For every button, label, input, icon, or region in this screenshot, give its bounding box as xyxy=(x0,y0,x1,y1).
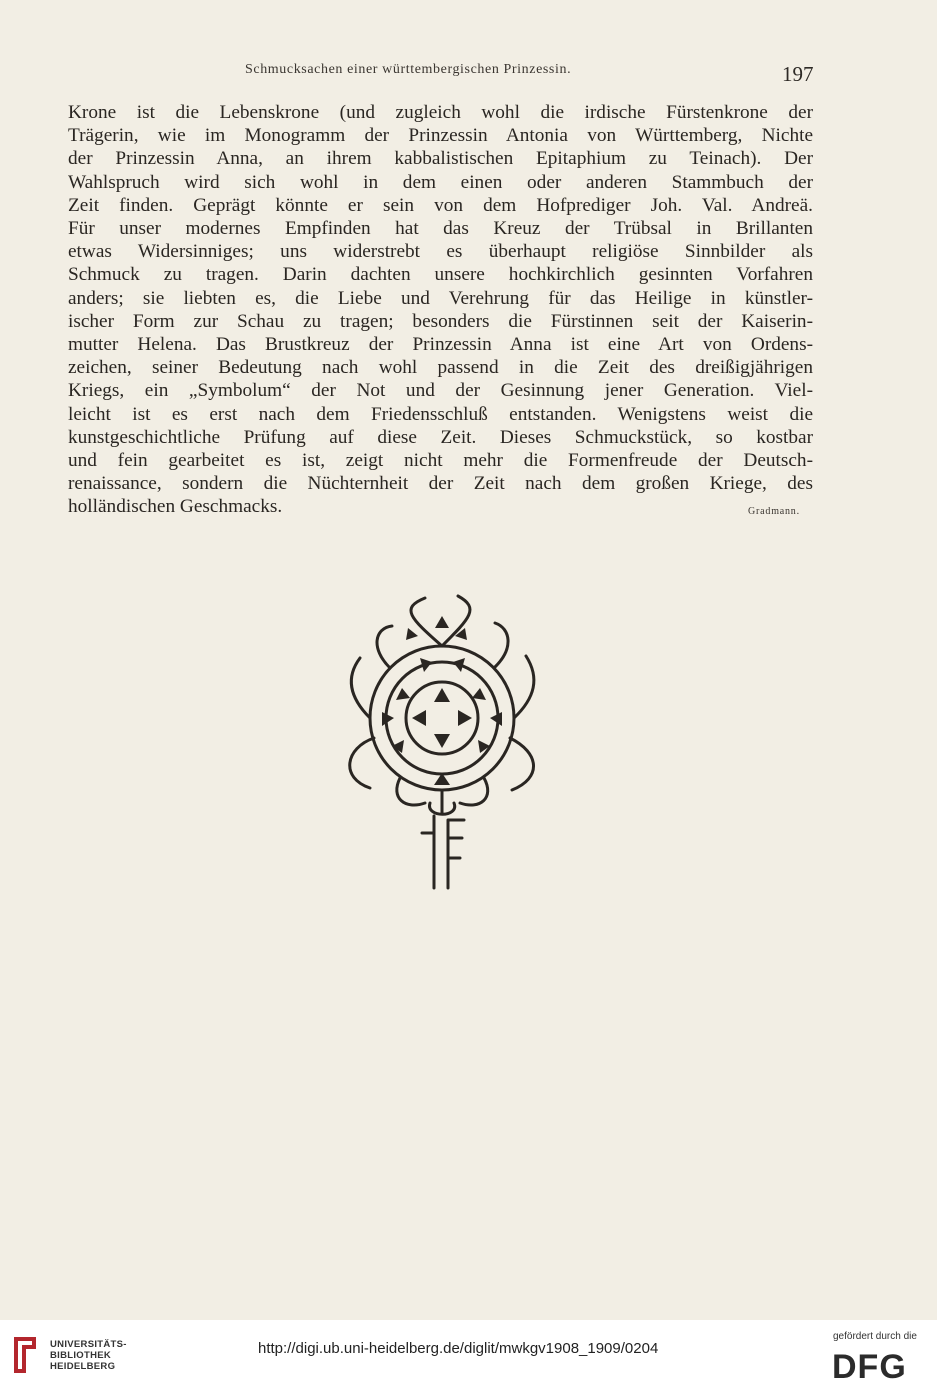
text-line: Für unser modernes Empfinden hat das Kreuz der Trübsal in Brillanten xyxy=(68,218,813,240)
text-line: Krone ist die Lebenskrone (und zugleich wohl die irdische Fürstenkrone der xyxy=(68,102,813,123)
text-line: der Prinzessin Anna, an ihrem kabbalistischen Epitaphium zu Teinach). Der xyxy=(68,148,813,170)
text-line: holländischen Geschmacks. xyxy=(68,496,283,518)
floral-vignette-icon xyxy=(330,588,560,898)
dfg-logo: DFG xyxy=(832,1348,907,1386)
author-signature: Gradmann. xyxy=(748,506,800,517)
text-line: Wahlspruch wird sich wohl in dem einen oder anderen Stammbuch der xyxy=(68,171,813,193)
text-line: Schmuck zu tragen. Darin dachten unsere hochkirchlich gesinnten Vorfahren xyxy=(68,264,813,286)
text-line: anders; sie liebten es, die Liebe und Verehrung für das Heilige in künstler- xyxy=(68,287,813,309)
library-name: UNIVERSITÄTS- BIBLIOTHEK HEIDELBERG xyxy=(50,1339,127,1372)
text-line: zeichen, seiner Bedeutung nach wohl passend in die Zeit des dreißigjährigen xyxy=(68,357,813,379)
text-line: mutter Helena. Das Brustkreuz der Prinzessin Anna ist eine Art von Ordens- xyxy=(68,334,813,356)
text-line: und fein gearbeitet es ist, zeigt nicht mehr die Formenfreude der Deutsch- xyxy=(68,450,813,472)
text-line: Kriegs, ein „Symbolum“ der Not und der Gesinnung jener Generation. Viel- xyxy=(68,380,813,402)
body-paragraph xyxy=(68,101,813,519)
text-line: Trägerin, wie im Monogramm der Prinzessin Antonia von Württemberg, Nichte xyxy=(68,125,813,147)
page-number: 197 xyxy=(782,62,814,86)
text-line: kunstgeschichtliche Prüfung auf diese Zeit. Dieses Schmuckstück, so kostbar xyxy=(68,426,813,448)
permalink-url[interactable]: http://digi.ub.uni-heidelberg.de/diglit/mwkgv1908_1909/0204 xyxy=(258,1340,659,1357)
text-line: renaissance, sondern die Nüchternheit der Zeit nach dem großen Kriege, des xyxy=(68,473,813,495)
text-line: leicht ist es erst nach dem Friedensschluß entstanden. Wenigstens weist die xyxy=(68,403,813,425)
ub-heidelberg-logo-icon xyxy=(8,1333,42,1377)
text-line: Zeit finden. Geprägt könnte er sein von dem Hofprediger Joh. Val. Andreä. xyxy=(68,194,813,216)
digitization-footer xyxy=(0,1320,937,1393)
text-line: ischer Form zur Schau zu tragen; besonders die Fürstinnen seit der Kaiserin- xyxy=(68,310,813,332)
text-line: etwas Widersinniges; uns widerstrebt es überhaupt religiöse Sinnbilder als xyxy=(68,241,813,263)
funding-caption: gefördert durch die xyxy=(833,1331,917,1342)
running-title: Schmucksachen einer württembergischen Prinzessin. xyxy=(245,62,572,77)
